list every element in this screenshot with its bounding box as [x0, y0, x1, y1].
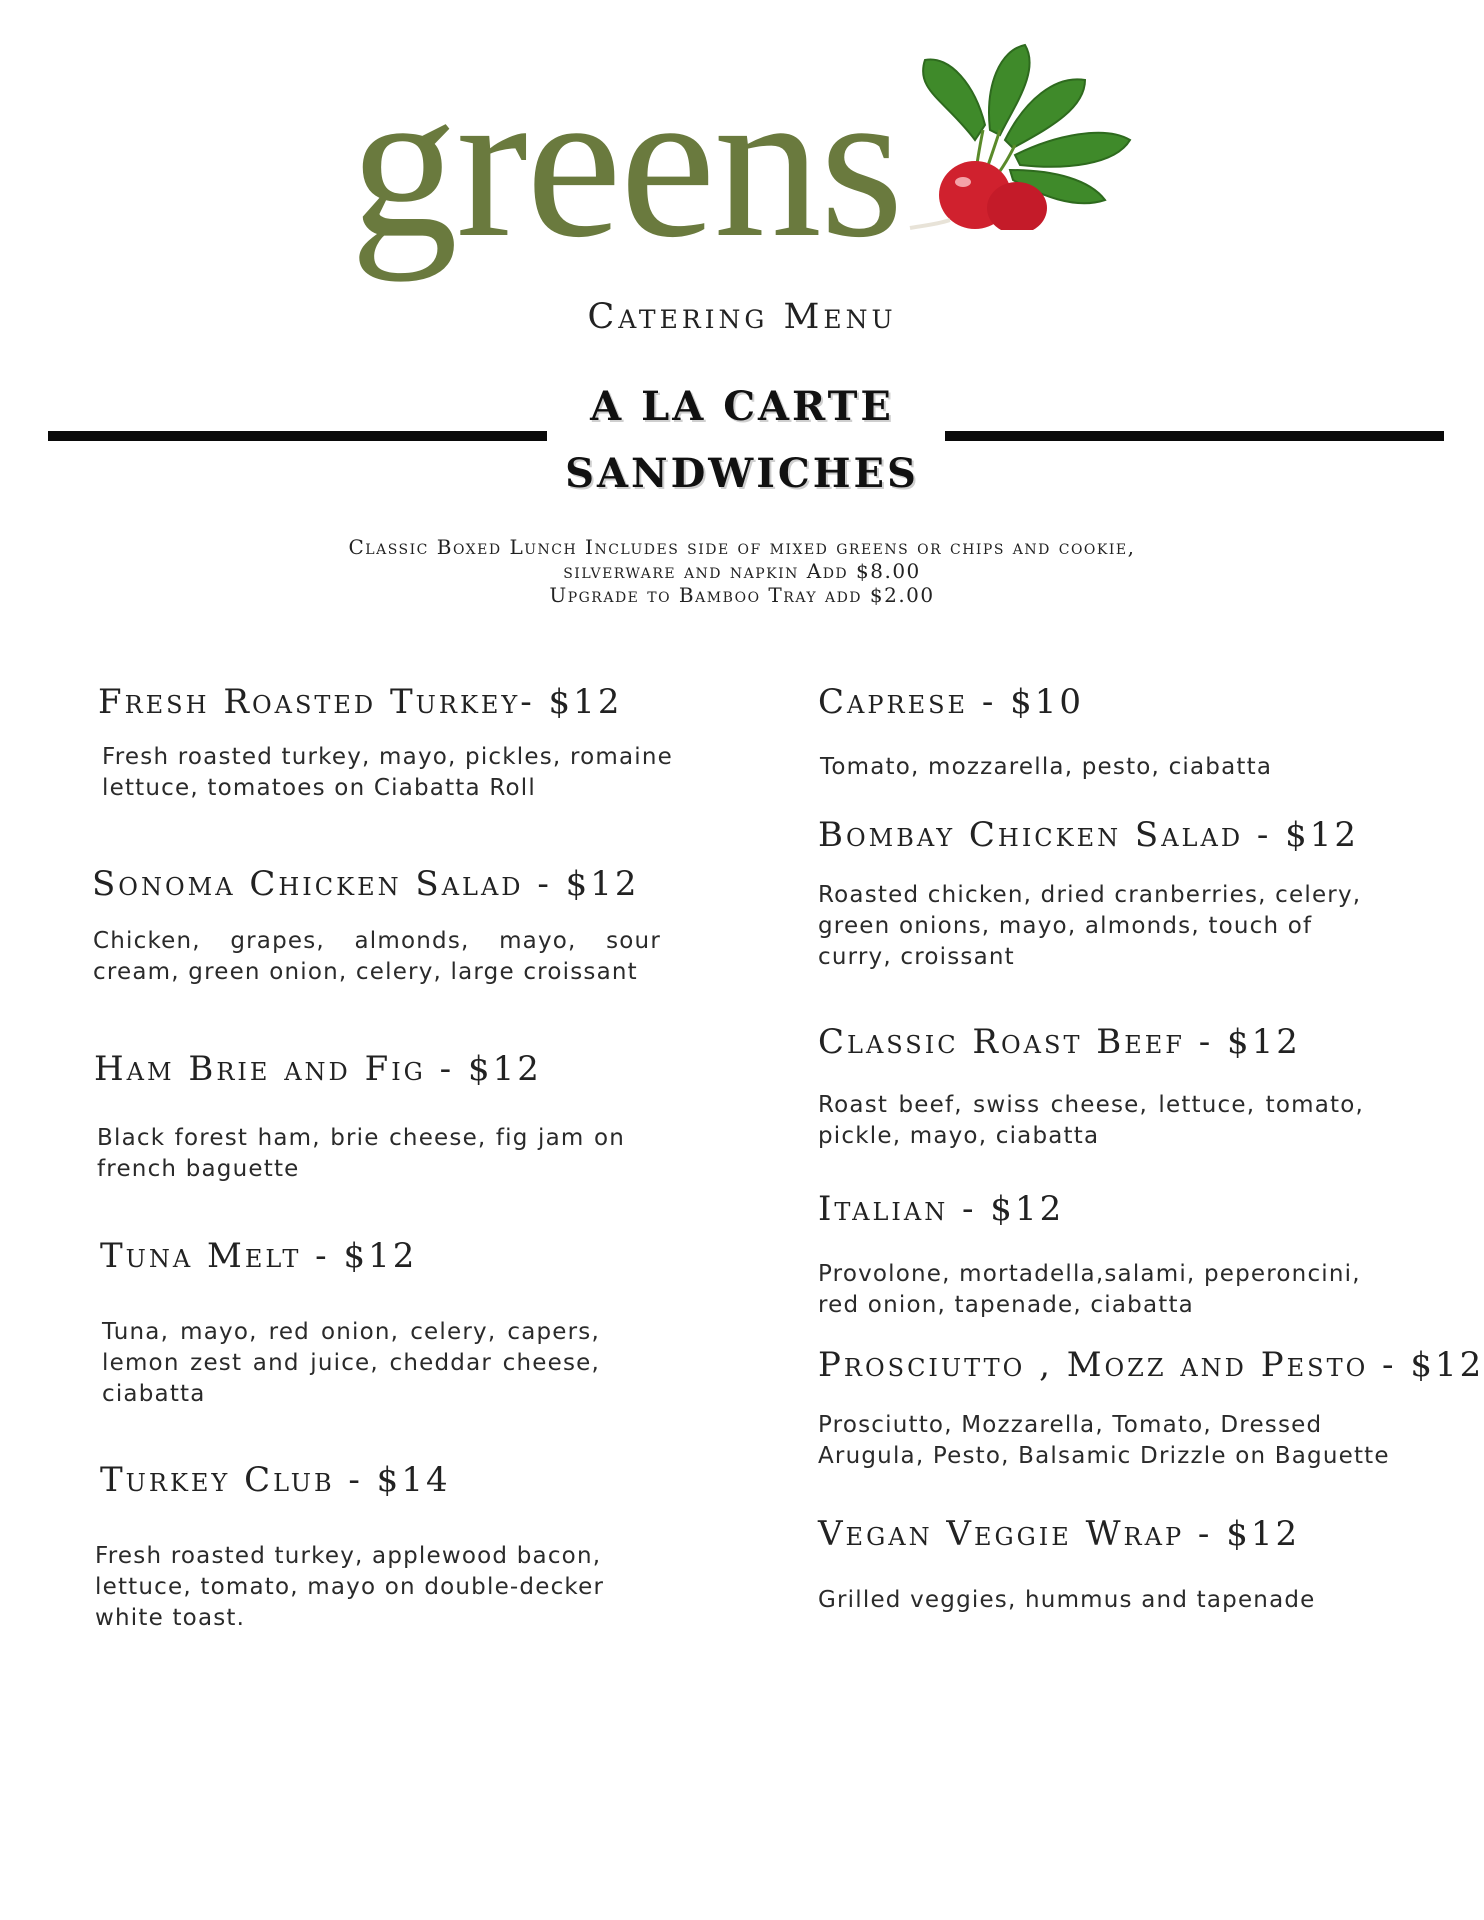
- menu-item-title: Ham Brie and Fig - $12: [94, 1049, 542, 1089]
- menu-item-title: Fresh Roasted Turkey- $12: [98, 682, 623, 722]
- menu-item-title: Italian - $12: [818, 1189, 1065, 1229]
- menu-item-desc: Chicken, grapes, almonds, mayo, sour cream, green onion, celery, large croissant: [93, 928, 661, 985]
- menu-item-title: Sonoma Chicken Salad - $12: [92, 864, 640, 904]
- intro-line-1: Classic Boxed Lunch Includes side of mixed greens or chips and cookie,: [348, 535, 1136, 559]
- menu-item-desc: Tomato, mozzarella, pesto, ciabatta: [820, 754, 1273, 780]
- intro-line-2: silverware and napkin Add $8.00: [563, 559, 921, 583]
- menu-item-title: Prosciutto , Mozz and Pesto - $12: [818, 1345, 1484, 1385]
- menu-item-title: Tuna Melt - $12: [100, 1236, 418, 1276]
- heading-rule-left: [48, 431, 547, 441]
- section-heading-line-2: SANDWICHES: [565, 450, 919, 497]
- menu-item-title: Caprese - $10: [818, 682, 1085, 722]
- radish-icon: [905, 30, 1165, 230]
- menu-item-desc: Fresh roasted turkey, mayo, pickles, romaine lettuce, tomatoes on Ciabatta Roll: [102, 744, 673, 801]
- menu-item-desc: Roasted chicken, dried cranberries, celery, green onions, mayo, almonds, touch of curry, croissant: [818, 882, 1362, 970]
- menu-item-desc: Roast beef, swiss cheese, lettuce, tomato, pickle, mayo, ciabatta: [818, 1092, 1364, 1149]
- menu-item-desc: Tuna, mayo, red onion, celery, capers, lemon zest and juice, cheddar cheese, ciabatta: [102, 1319, 600, 1407]
- menu-item-desc: Fresh roasted turkey, applewood bacon, lettuce, tomato, mayo on double-decker white toast.: [95, 1543, 605, 1631]
- heading-rule-right: [945, 431, 1444, 441]
- menu-item-title: Bombay Chicken Salad - $12: [818, 815, 1360, 855]
- menu-item-desc: Black forest ham, brie cheese, fig jam on french baguette: [97, 1125, 625, 1182]
- menu-item-title: Vegan Veggie Wrap - $12: [818, 1514, 1301, 1554]
- menu-item-desc: Provolone, mortadella,salami, peperoncini, red onion, tapenade, ciabatta: [818, 1261, 1361, 1318]
- section-heading-line-1: A LA CARTE: [590, 383, 894, 430]
- subtitle: Catering Menu: [587, 297, 897, 337]
- intro-line-3: Upgrade to Bamboo Tray add $2.00: [549, 583, 935, 607]
- menu-item-desc: Grilled veggies, hummus and tapenade: [818, 1587, 1316, 1613]
- menu-item-title: Turkey Club - $14: [100, 1460, 451, 1500]
- intro-note: [0, 535, 1484, 607]
- menu-item-desc: Prosciutto, Mozzarella, Tomato, Dressed Arugula, Pesto, Balsamic Drizzle on Baguette: [818, 1412, 1390, 1469]
- logo-wordmark: greens: [350, 43, 902, 282]
- menu-item-title: Classic Roast Beef - $12: [818, 1022, 1301, 1062]
